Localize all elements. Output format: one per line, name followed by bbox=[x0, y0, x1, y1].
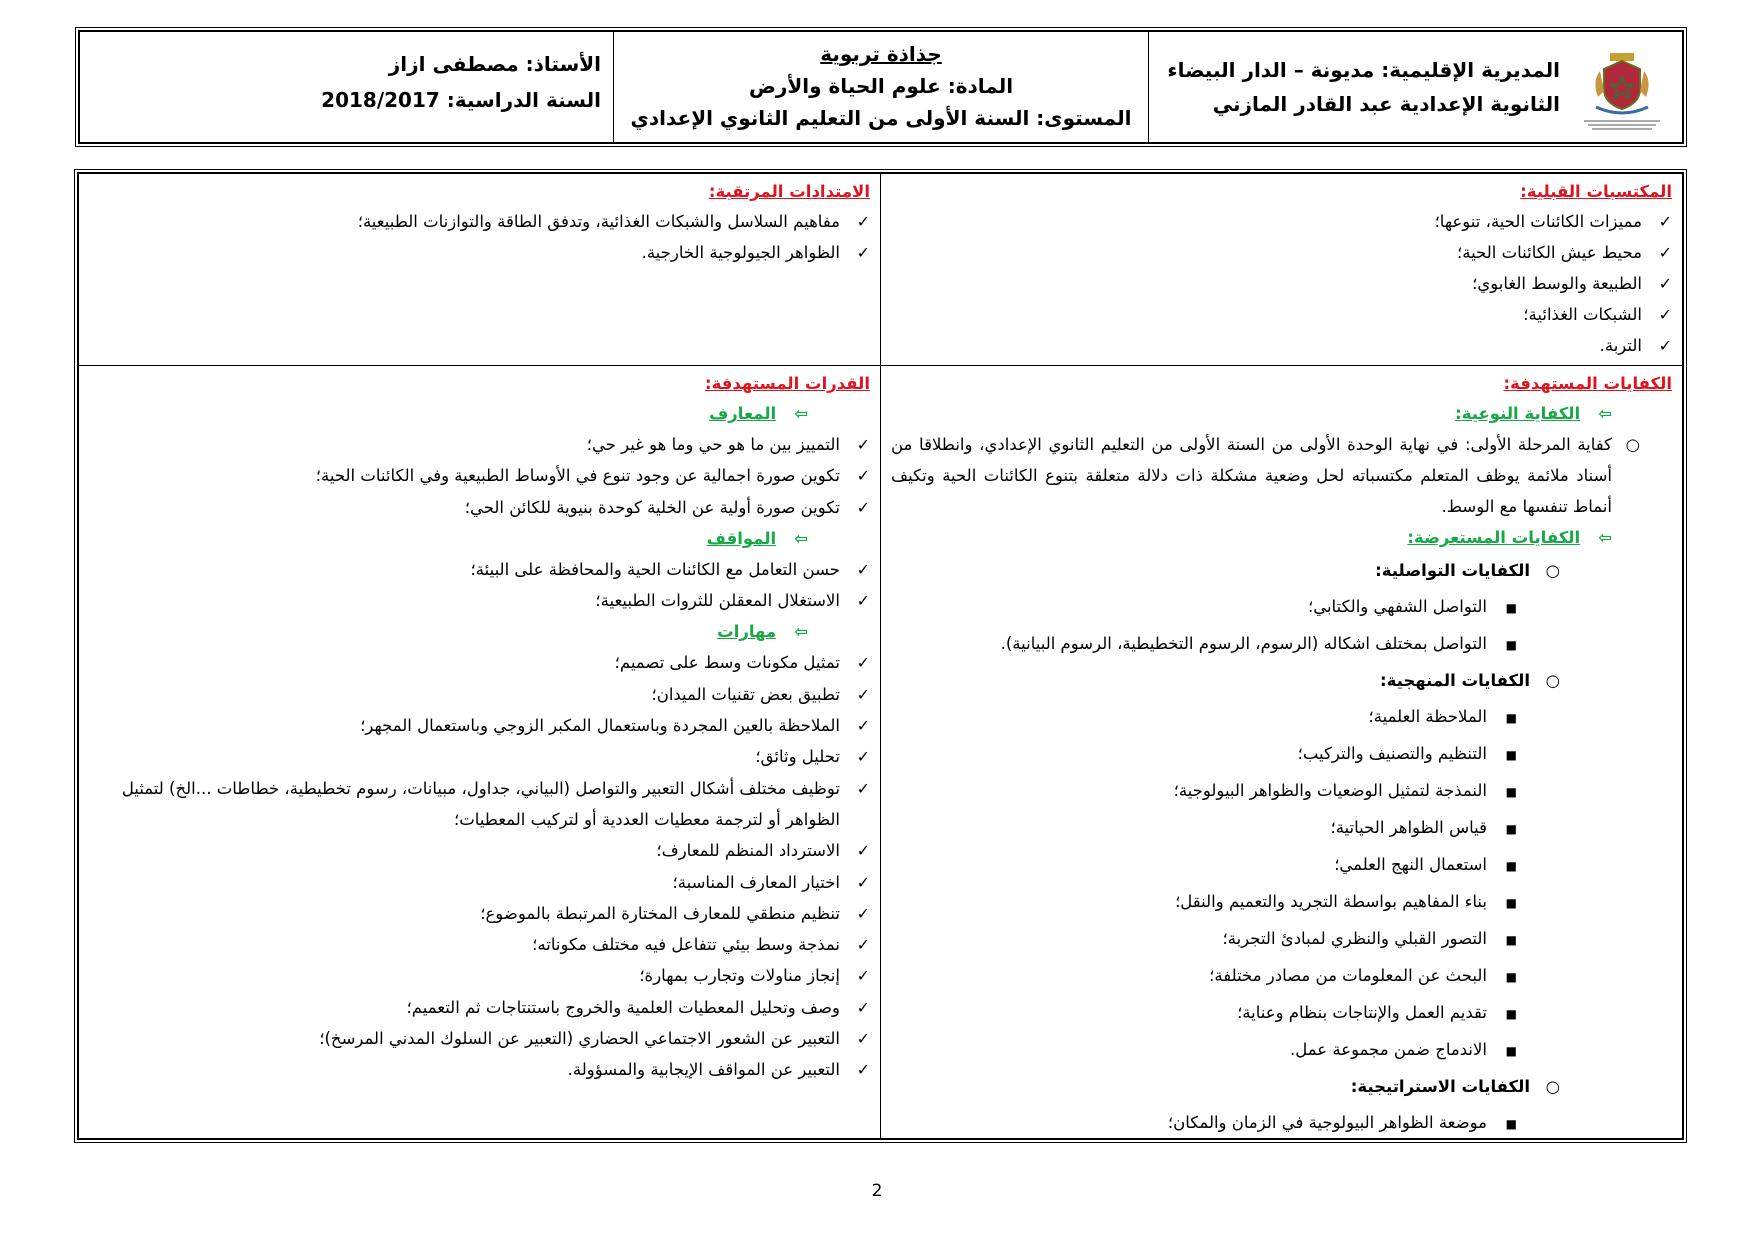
checkmark-icon: ✓ bbox=[856, 997, 870, 1017]
list-item: ✓ تكوين صورة أولية عن الخلية كوحدة بنيوية للكائن الحي؛ bbox=[89, 492, 870, 523]
checkmark-icon: ✓ bbox=[856, 1060, 870, 1080]
list-item: ✓ تنظيم منطقي للمعارف المختارة المرتبطة بالموضوع؛ bbox=[89, 898, 870, 929]
square-bullet-icon: ■ bbox=[1505, 1117, 1517, 1131]
list-item: ✓ تطبيق بعض تقنيات الميدان؛ bbox=[89, 679, 870, 710]
header-institution-cell bbox=[1148, 32, 1682, 142]
list-item: ■ التواصل بمختلف اشكاله (الرسوم، الرسوم التخطيطية، الرسوم البيانية). bbox=[891, 626, 1672, 663]
list-item: ■ التصور القبلي والنظري لمبادئ التجربة؛ bbox=[891, 921, 1672, 958]
specific-competency-title: ⇦الكفاية النوعية: bbox=[891, 398, 1672, 429]
list-item: ✓ الاسترداد المنظم للمعارف؛ bbox=[89, 835, 870, 866]
competencies-title: الكفايات المستهدفة: bbox=[1503, 374, 1672, 393]
circle-bullet-icon: ○ bbox=[1545, 1077, 1560, 1096]
checkmark-icon: ✓ bbox=[856, 684, 870, 704]
checkmark-icon: ✓ bbox=[856, 497, 870, 517]
objectives-row bbox=[79, 366, 1682, 1138]
list-item: ■ البحث عن المعلومات من مصادر مختلفة؛ bbox=[891, 958, 1672, 995]
checkmark-icon: ✓ bbox=[856, 747, 870, 767]
list-item: ✓ التعبير عن المواقف الإيجابية والمسؤولة. bbox=[89, 1054, 870, 1085]
checkmark-icon: ✓ bbox=[856, 435, 870, 454]
header-table bbox=[78, 30, 1684, 144]
list-item: ✓ الشبكات الغذائية؛ bbox=[891, 299, 1672, 330]
checkmark-icon: ✓ bbox=[856, 716, 870, 736]
list-item: ✓ الظواهر الجيولوجية الخارجية. bbox=[89, 237, 870, 268]
list-item: ✓ الاستغلال المعقلن للثروات الطبيعية؛ bbox=[89, 585, 870, 616]
square-bullet-icon: ■ bbox=[1505, 896, 1517, 910]
extensions-title: الامتدادات المرتقبة: bbox=[708, 182, 870, 201]
square-bullet-icon: ■ bbox=[1505, 601, 1517, 615]
list-item: ✓ وصف وتحليل المعطيات العلمية والخروج باستنتاجات ثم التعميم؛ bbox=[89, 992, 870, 1023]
checkmark-icon: ✓ bbox=[856, 466, 870, 486]
square-bullet-icon: ■ bbox=[1505, 859, 1517, 873]
school-year-label: السنة الدراسية: 2018/2017 bbox=[321, 88, 601, 112]
arrow-icon: ⇦ bbox=[794, 622, 808, 642]
school-name: الثانوية الإعدادية عبد القادر المازني bbox=[1212, 92, 1560, 116]
communication-competencies-title: ○ الكفايات التواصلية: bbox=[891, 553, 1672, 589]
moroccan-emblem-icon bbox=[1574, 41, 1670, 133]
arrow-icon: ⇦ bbox=[794, 404, 808, 423]
list-item: ✓ الملاحظة بالعين المجردة وباستعمال المكبر الزوجي وباستعمال المجهر؛ bbox=[89, 710, 870, 741]
strategic-competencies-title: ○ الكفايات الاستراتيجية: bbox=[891, 1069, 1672, 1105]
list-item: ■ موضعة الظواهر البيولوجية في الزمان والمكان؛ bbox=[891, 1105, 1672, 1142]
list-item: ■ التنظيم والتصنيف والتركيب؛ bbox=[891, 736, 1672, 773]
checkmark-icon: ✓ bbox=[856, 559, 870, 579]
skills-title: ⇦مهارات bbox=[89, 616, 870, 647]
list-item: ✓ تكوين صورة اجمالية عن وجود تنوع في الأوساط الطبيعية وفي الكائنات الحية؛ bbox=[89, 460, 870, 491]
checkmark-icon: ✓ bbox=[1658, 336, 1672, 355]
list-item: ✓ مميزات الكائنات الحية، تنوعها؛ bbox=[891, 206, 1672, 237]
list-item: ✓ اختيار المعارف المناسبة؛ bbox=[89, 867, 870, 898]
list-item: ■ قياس الظواهر الحياتية؛ bbox=[891, 810, 1672, 847]
knowledge-title: ⇦المعارف bbox=[89, 398, 870, 429]
lesson-table bbox=[77, 172, 1684, 1140]
checkmark-icon: ✓ bbox=[1658, 305, 1672, 324]
square-bullet-icon: ■ bbox=[1505, 785, 1517, 799]
abilities-title: القدرات المستهدفة: bbox=[704, 374, 870, 393]
directorate-label: المديرية الإقليمية: مديونة – الدار البيضاء bbox=[1167, 58, 1560, 82]
checkmark-icon: ✓ bbox=[856, 653, 870, 673]
checkmark-icon: ✓ bbox=[856, 243, 870, 263]
circle-bullet-icon: ○ bbox=[1545, 671, 1560, 690]
header-subject-cell bbox=[613, 32, 1148, 142]
teacher-label: الأستاذ: مصطفى ازاز bbox=[388, 52, 601, 76]
prior-knowledge-cell bbox=[880, 174, 1682, 365]
list-item: ■ الاندماج ضمن مجموعة عمل. bbox=[891, 1032, 1672, 1069]
checkmark-icon: ✓ bbox=[856, 212, 870, 231]
square-bullet-icon: ■ bbox=[1505, 933, 1517, 947]
list-item: ■ استعمال النهج العلمي؛ bbox=[891, 847, 1672, 884]
subject-label: المادة: علوم الحياة والأرض bbox=[748, 74, 1014, 98]
document-title: جذاذة تربوية bbox=[820, 42, 942, 66]
checkmark-icon: ✓ bbox=[856, 966, 870, 986]
square-bullet-icon: ■ bbox=[1505, 970, 1517, 984]
list-item: ✓ التمييز بين ما هو حي وما هو غير حي؛ bbox=[89, 429, 870, 460]
list-item: ✓ تحليل وثائق؛ bbox=[89, 741, 870, 772]
methodological-competencies-title: ○ الكفايات المنهجية: bbox=[891, 663, 1672, 699]
square-bullet-icon: ■ bbox=[1505, 748, 1517, 762]
prior-knowledge-title: المكتسبات القبلية: bbox=[1520, 182, 1672, 201]
list-item: ■ بناء المفاهيم بواسطة التجريد والتعميم والنقل؛ bbox=[891, 884, 1672, 921]
arrow-icon: ⇦ bbox=[794, 528, 808, 548]
attitudes-title: ⇦المواقف bbox=[89, 523, 870, 554]
list-item: ■ تقديم العمل والإنتاجات بنظام وعناية؛ bbox=[891, 995, 1672, 1032]
checkmark-icon: ✓ bbox=[856, 903, 870, 923]
arrow-icon: ⇦ bbox=[1598, 404, 1612, 423]
checkmark-icon: ✓ bbox=[1658, 243, 1672, 262]
list-item: ✓ نمذجة وسط بيئي تتفاعل فيه مختلف مكوناته؛ bbox=[89, 929, 870, 960]
checkmark-icon: ✓ bbox=[856, 591, 870, 611]
competencies-cell bbox=[880, 366, 1682, 1138]
list-item: ✓ التربة. bbox=[891, 330, 1672, 361]
page-number: 2 bbox=[871, 1181, 883, 1201]
prerequisites-row bbox=[79, 174, 1682, 366]
checkmark-icon: ✓ bbox=[856, 1029, 870, 1049]
list-item: ✓ التعبير عن الشعور الاجتماعي الحضاري (التعبير عن السلوك المدني المرسخ)؛ bbox=[89, 1023, 870, 1054]
checkmark-icon: ✓ bbox=[1658, 212, 1672, 231]
specific-competency-text: ○ كفاية المرحلة الأولى: في نهاية الوحدة الأولى من السنة الأولى من التعليم الثانوي الإعدادي، وانطلاقا من أسناد ملائمة يوظف المتعلم مكتسباته لحل وضعية مشكلة ذات دلالة متعلقة بتنوع الكائنات الحية وتكيف أنماط تنفسها مع الوسط. bbox=[891, 429, 1672, 522]
checkmark-icon: ✓ bbox=[856, 872, 870, 892]
extensions-cell bbox=[79, 174, 880, 365]
square-bullet-icon: ■ bbox=[1505, 711, 1517, 725]
square-bullet-icon: ■ bbox=[1505, 822, 1517, 836]
list-item: ■ النمذجة لتمثيل الوضعيات والظواهر البيولوجية؛ bbox=[891, 773, 1672, 810]
list-item: ✓ إنجاز مناولات وتجارب بمهارة؛ bbox=[89, 960, 870, 991]
checkmark-icon: ✓ bbox=[1658, 274, 1672, 293]
square-bullet-icon: ■ bbox=[1505, 1044, 1517, 1058]
list-item: ✓ تمثيل مكونات وسط على تصميم؛ bbox=[89, 647, 870, 678]
checkmark-icon: ✓ bbox=[856, 778, 870, 798]
list-item: ■ الملاحظة العلمية؛ bbox=[891, 699, 1672, 736]
square-bullet-icon: ■ bbox=[1505, 638, 1517, 652]
circle-bullet-icon: ○ bbox=[1625, 435, 1640, 454]
header-teacher-cell bbox=[80, 32, 613, 142]
list-item: ✓ مفاهيم السلاسل والشبكات الغذائية، وتدفق الطاقة والتوازنات الطبيعية؛ bbox=[89, 206, 870, 237]
checkmark-icon: ✓ bbox=[856, 841, 870, 861]
list-item: ✓ توظيف مختلف أشكال التعبير والتواصل (البياني، جداول، مبيانات، رسوم تخطيطية، خطاطات ...الخ) لتمثيل الظواهر أو لترجمة معطيات العددية أو لتركيب المعطيات؛ bbox=[89, 773, 870, 836]
square-bullet-icon: ■ bbox=[1505, 1007, 1517, 1021]
transversal-competencies-title: ⇦الكفايات المستعرضة: bbox=[891, 522, 1672, 553]
arrow-icon: ⇦ bbox=[1598, 528, 1612, 547]
abilities-cell bbox=[79, 366, 880, 1138]
list-item: ■ التواصل الشفهي والكتابي؛ bbox=[891, 589, 1672, 626]
list-item: ✓ محيط عيش الكائنات الحية؛ bbox=[891, 237, 1672, 268]
circle-bullet-icon: ○ bbox=[1545, 561, 1560, 580]
checkmark-icon: ✓ bbox=[856, 935, 870, 955]
list-item: ✓ حسن التعامل مع الكائنات الحية والمحافظة على البيئة؛ bbox=[89, 554, 870, 585]
level-label: المستوى: السنة الأولى من التعليم الثانوي الإعدادي bbox=[630, 106, 1132, 130]
list-item: ✓ الطبيعة والوسط الغابوي؛ bbox=[891, 268, 1672, 299]
